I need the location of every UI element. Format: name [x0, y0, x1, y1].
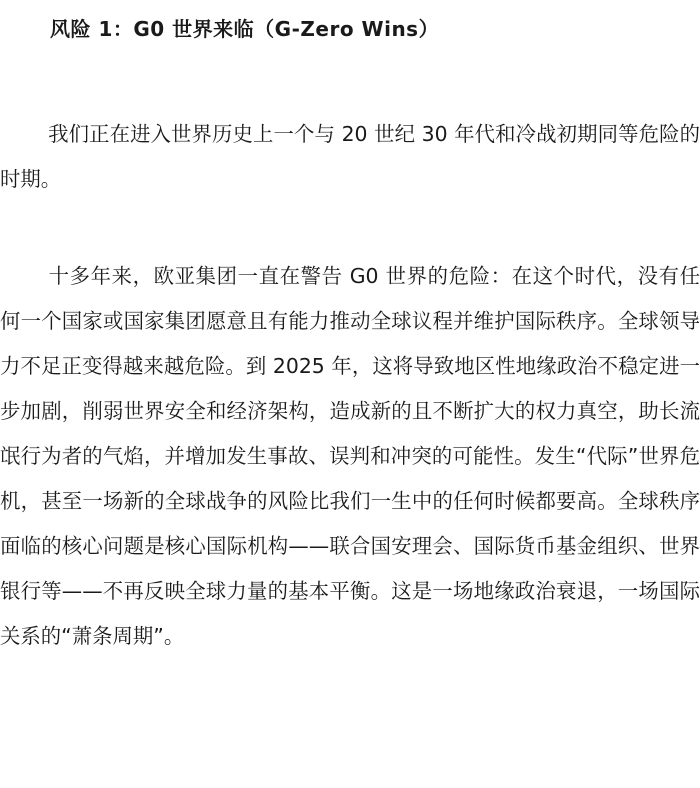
risk-heading: 风险 1：G0 世界来临（G-Zero Wins）: [50, 17, 440, 41]
paragraph-intro: [0, 112, 700, 202]
paragraph-body-text: 十多年来，欧亚集团一直在警告 G0 世界的危险：在这个时代，没有任何一个国家或国家集团愿意且有能力推动全球议程并维护国际秩序。全球领导力不足正变得越来越危险。到 2025 年，这将导致地区性地缘政治不稳定进一步加剧，削弱世界安全和经济架构，造成新的且不断扩大的权力真空，助长流氓行为者的气焰，并增加发生事故、误判和冲突的可能性。发生“代际”世界危机，甚至一场新的全球战争的风险比我们一生中的任何时候都要高。全球秩序面临的核心问题是核心国际机构——联合国安理会、国际货币基金组织、世界银行等——不再反映全球力量的基本平衡。这是一场地缘政治衰退，一场国际关系的“萧条周期”。: [0, 264, 700, 648]
paragraph-body: [0, 254, 700, 659]
paragraph-intro-text: 我们正在进入世界历史上一个与 20 世纪 30 年代和冷战初期同等危险的时期。: [0, 122, 700, 191]
